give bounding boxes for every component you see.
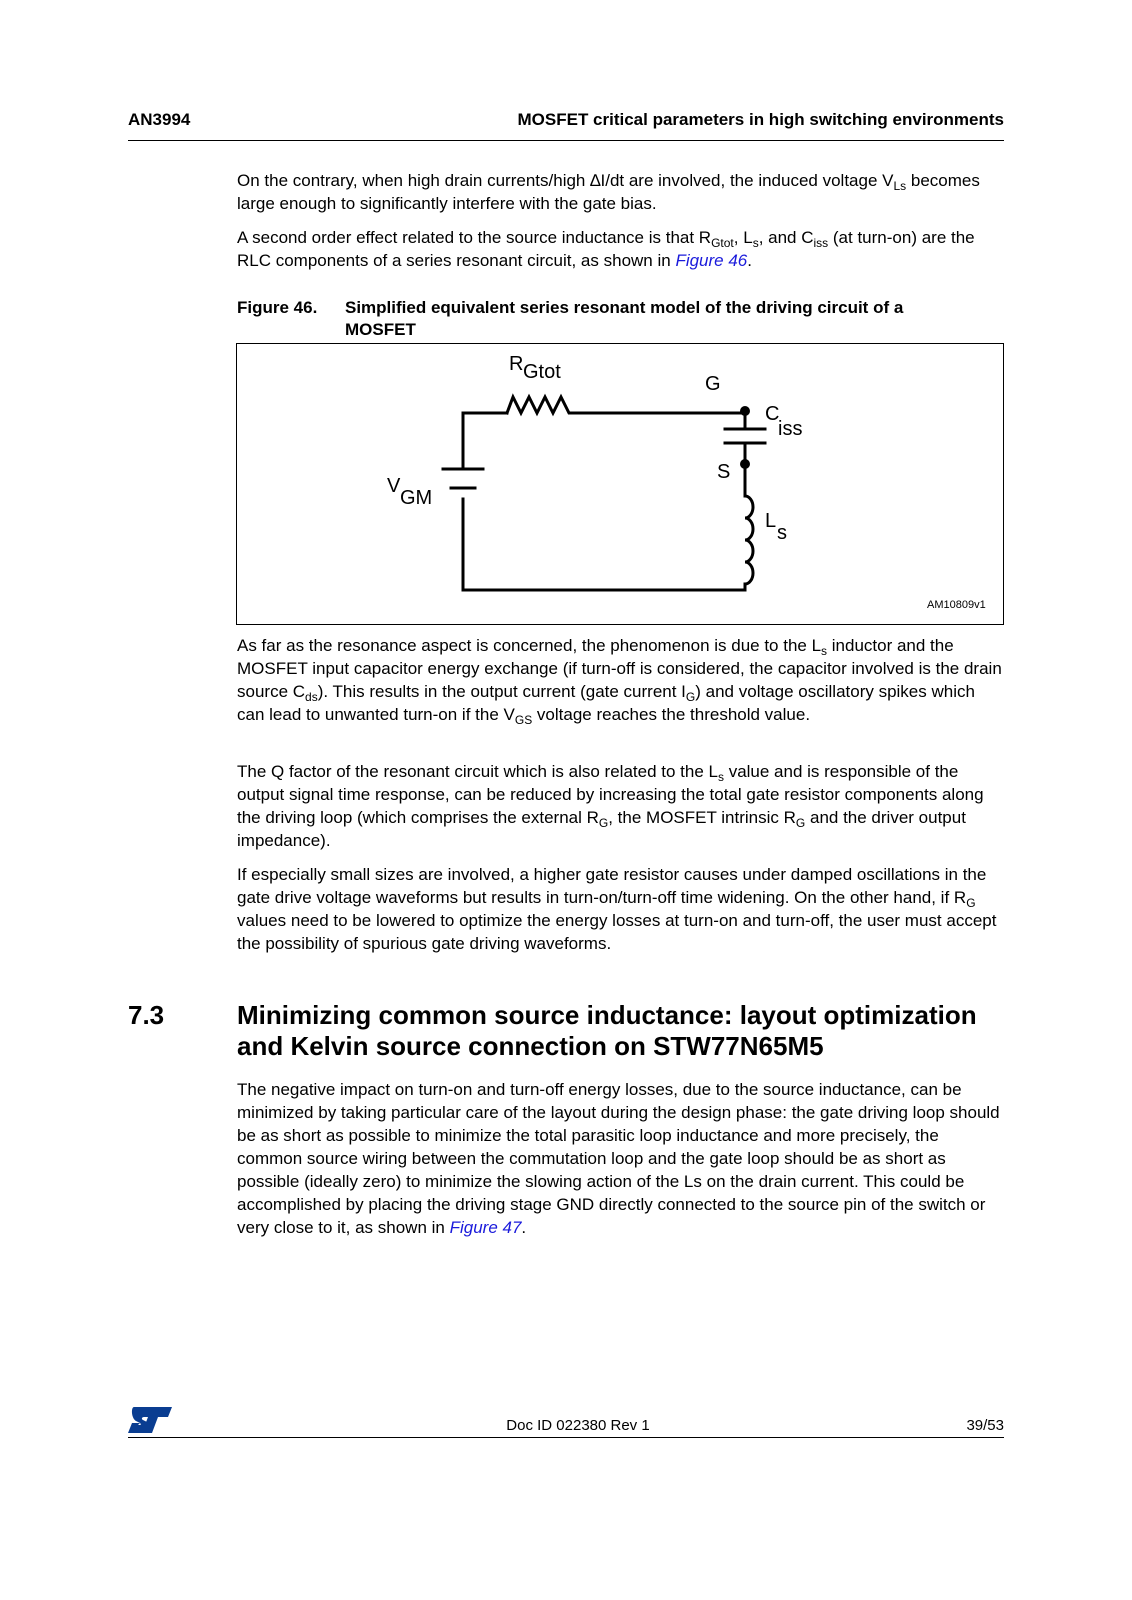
figure-title-line2: MOSFET <box>345 320 416 339</box>
label-l: L <box>765 510 777 532</box>
figure-number: Figure 46. <box>237 298 318 317</box>
footer-doc-id: Doc ID 022380 Rev 1 <box>506 1417 650 1434</box>
paragraph-5: If especially small sizes are involved, a higher gate resistor causes under damped oscillations in the gate drive voltage waveforms but results in turn-on/turn-off time widening. On the other hand, if $R_G$ values need to be lowered to optimize the energy losses at turn-on and turn-off, the user must accept the possibility of spurious gate driving waveforms. <box>237 865 997 953</box>
source-node-dot <box>740 459 750 469</box>
resistor-symbol <box>507 397 575 413</box>
label-c-sub: iss <box>778 418 803 440</box>
section-title: Minimizing common source inductance: layout optimization and Kelvin source connection on STW77N65M5 <box>237 1000 977 1061</box>
figure-caption <box>237 297 1005 341</box>
st-logo-icon <box>128 1405 172 1435</box>
figure-46-box <box>236 343 1004 625</box>
figure-ref-code: AM10809v1 <box>927 599 986 611</box>
figure-title-line1: Simplified equivalent series resonant model of the driving circuit of a <box>345 298 904 317</box>
label-v-sub: GM <box>400 487 433 509</box>
wire-bottom-loop <box>463 499 745 590</box>
footer-page-number: 39/53 <box>966 1417 1004 1434</box>
label-g: G <box>705 373 721 395</box>
st-logo <box>128 1405 172 1440</box>
section-number: 7.3 <box>128 1000 165 1030</box>
label-s: S <box>717 461 731 483</box>
doc-code: AN3994 <box>128 110 191 129</box>
label-r: R <box>509 353 524 375</box>
label-v: V <box>387 475 401 497</box>
figure-47-link[interactable]: Figure 47 <box>449 1218 522 1237</box>
label-r-sub: Gtot <box>523 361 561 383</box>
paragraph-2: A second order effect related to the source inductance is that $R_{Gtot}$, $L_s$, and $C_{iss}$ (at turn-on) are the RLC components of a series resonant circuit, as shown in Figure 46. <box>237 228 975 270</box>
figure-46-link[interactable]: Figure 46 <box>675 251 748 270</box>
paragraph-3: As far as the resonance aspect is concerned, the phenomenon is due to the $L_s$ inductor and the MOSFET input capacitor energy exchange (if turn-off is considered, the capacitor involved is the drain source $C_{ds}$). This results in the output current (gate current $I_G$) and voltage oscillatory spikes which can lead to unwanted turn-on if the $V_{GS}$ voltage reaches the threshold value. <box>237 636 1002 727</box>
label-c: C <box>765 403 780 425</box>
inductor-symbol <box>745 496 753 584</box>
paragraph-4: The Q factor of the resonant circuit which is also related to the $L_s$ value and is responsible of the output signal time response, can be reduced by increasing the total gate resistor components along the driving loop (which comprises the external $R_G$, the MOSFET intrinsic $R_G$ and the driver output impedance). <box>237 762 984 850</box>
footer-divider <box>128 1437 1004 1438</box>
paragraph-6: The negative impact on turn-on and turn-off energy losses, due to the source inductance, can be minimized by taking particular care of the layout during the design phase: the gate driving loop should be as short as possible to minimize the total parasitic loop inductance and more precisely, the common source wiring between the commutation loop and the gate loop should be as short as possible (ideally zero) to minimize the slowing action of the Ls on the drain current. This could be accomplished by placing the driving stage GND directly connected to the source pin of the switch or very close to it, as shown in Figure 47. <box>237 1080 1000 1237</box>
circuit-diagram <box>237 344 1003 624</box>
header-section-title: MOSFET critical parameters in high switching environments <box>517 110 1004 129</box>
header-divider <box>128 140 1004 141</box>
label-l-sub: s <box>777 522 787 544</box>
gate-node-dot <box>740 406 750 416</box>
paragraph-1: On the contrary, when high drain currents/high ∆I/dt are involved, the induced voltage $V_{Ls}$ becomes large enough to significantly interfere with the gate bias. <box>237 171 980 213</box>
